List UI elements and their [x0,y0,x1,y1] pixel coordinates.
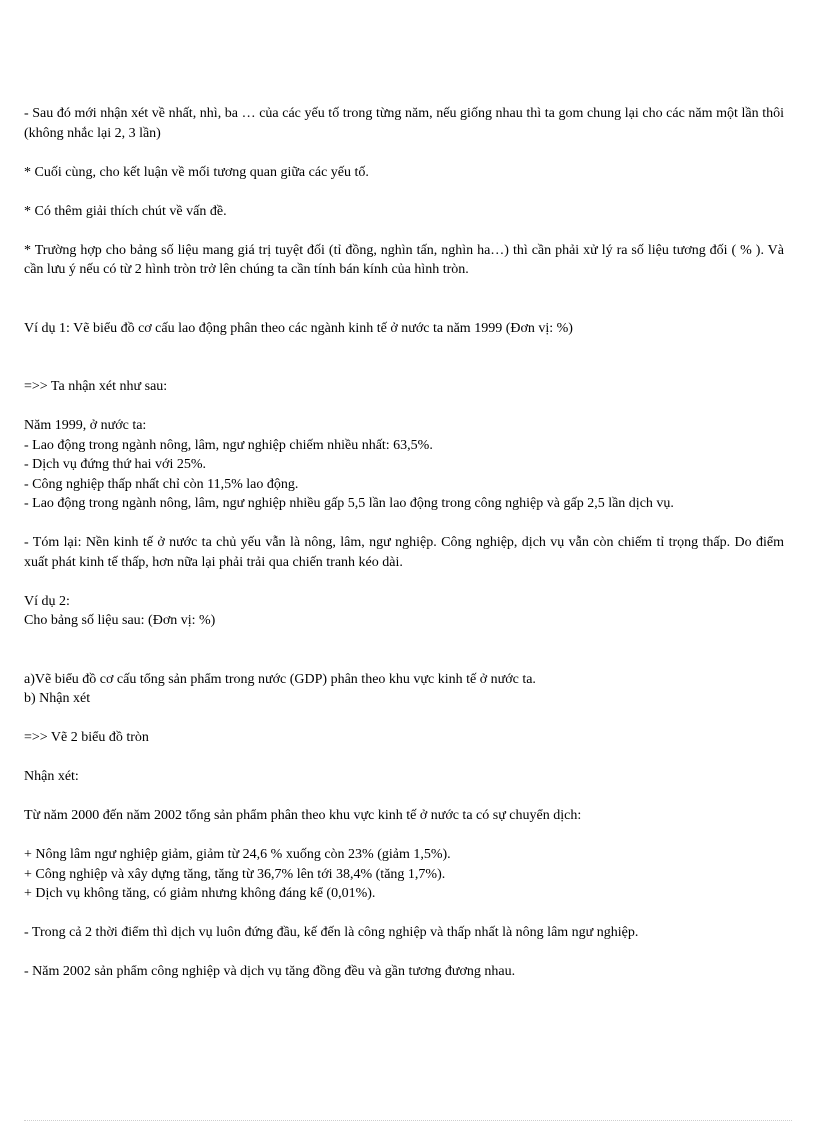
list-item: - Dịch vụ đứng thứ hai với 25%. [24,457,206,472]
list-item: + Công nghiệp và xây dựng tăng, tăng từ 36,7% lên tới 38,4% (tăng 1,7%). [24,866,446,882]
list-item: - Lao động trong ngành nông, lâm, ngư nghiệp chiếm nhiều nhất: 63,5%. [24,437,433,453]
list-item: - Công nghiệp thấp nhất chỉ còn 11,5% lao động. [24,476,299,492]
intro-paragraph-3: * Có thêm giải thích chút về vấn đề. [24,203,227,219]
document-page [24,104,784,982]
example1-summary: - Tóm lại: Nền kinh tế ở nước ta chủ yếu vẫn là nông, lâm, ngư nghiệp. Công nghiệp, dịch vụ vẫn còn chiếm tỉ trọng thấp. Do điểm xuất phát kinh tế thấp, hơn nữa lại phải trải qua chiến tranh kéo dài. [24,535,784,570]
example2-point-2: - Năm 2002 sản phẩm công nghiệp và dịch vụ tăng đồng đều và gần tương đương nhau. [24,964,516,979]
example2-remark-title: Nhận xét: [24,769,79,784]
list-item: - Lao động trong ngành nông, lâm, ngư nghiệp nhiều gấp 5,5 lần lao động trong công nghiệp và gấp 2,5 lần dịch vụ. [24,496,674,511]
example2-point-1: - Trong cả 2 thời điểm thì dịch vụ luôn đứng đầu, kế đến là công nghiệp và thấp nhất là nông lâm ngư nghiệp. [24,925,639,940]
example1-year-line: Năm 1999, ở nước ta: [24,418,147,433]
example2-task-a: a)Vẽ biểu đồ cơ cấu tổng sản phẩm trong nước (GDP) phân theo khu vực kinh tế ở nước ta. [24,671,536,687]
example2-draw-line: =>> Vẽ 2 biểu đồ tròn [24,730,149,745]
intro-paragraph-4: * Trường hợp cho bảng số liệu mang giá trị tuyệt đối (tỉ đồng, nghìn tấn, nghìn ha…) thì cần phải xử lý ra số liệu tương đối ( % ). Và cần lưu ý nếu có từ 2 hình tròn trở lên chúng ta cần tính bán kính của hình tròn. [24,242,784,277]
example1-title: Ví dụ 1: Vẽ biểu đồ cơ cấu lao động phân theo các ngành kinh tế ở nước ta năm 1999 (Đơn vị: %) [24,320,573,336]
intro-paragraph-1: - Sau đó mới nhận xét về nhất, nhì, ba … của các yếu tố trong từng năm, nếu giống nhau thì ta gom chung lại cho các năm một lần thôi (không nhắc lại 2, 3 lần) [24,106,784,141]
example1-remark-intro: =>> Ta nhận xét như sau: [24,379,168,394]
example2-shift-line: Từ năm 2000 đến năm 2002 tổng sản phẩm phân theo khu vực kinh tế ở nước ta có sự chuyển dịch: [24,808,582,823]
example2-task-b: b) Nhận xét [24,691,91,706]
list-item: + Nông lâm ngư nghiệp giảm, giảm từ 24,6 % xuống còn 23% (giảm 1,5%). [24,847,451,862]
list-item: + Dịch vụ không tăng, có giảm nhưng không đáng kể (0,01%). [24,886,376,901]
intro-paragraph-2: * Cuối cùng, cho kết luận về mối tương quan giữa các yếu tố. [24,164,369,180]
example2-table-line: Cho bảng số liệu sau: (Đơn vị: %) [24,613,216,628]
page-bottom-divider [24,1120,792,1121]
example2-title: Ví dụ 2: [24,593,70,609]
